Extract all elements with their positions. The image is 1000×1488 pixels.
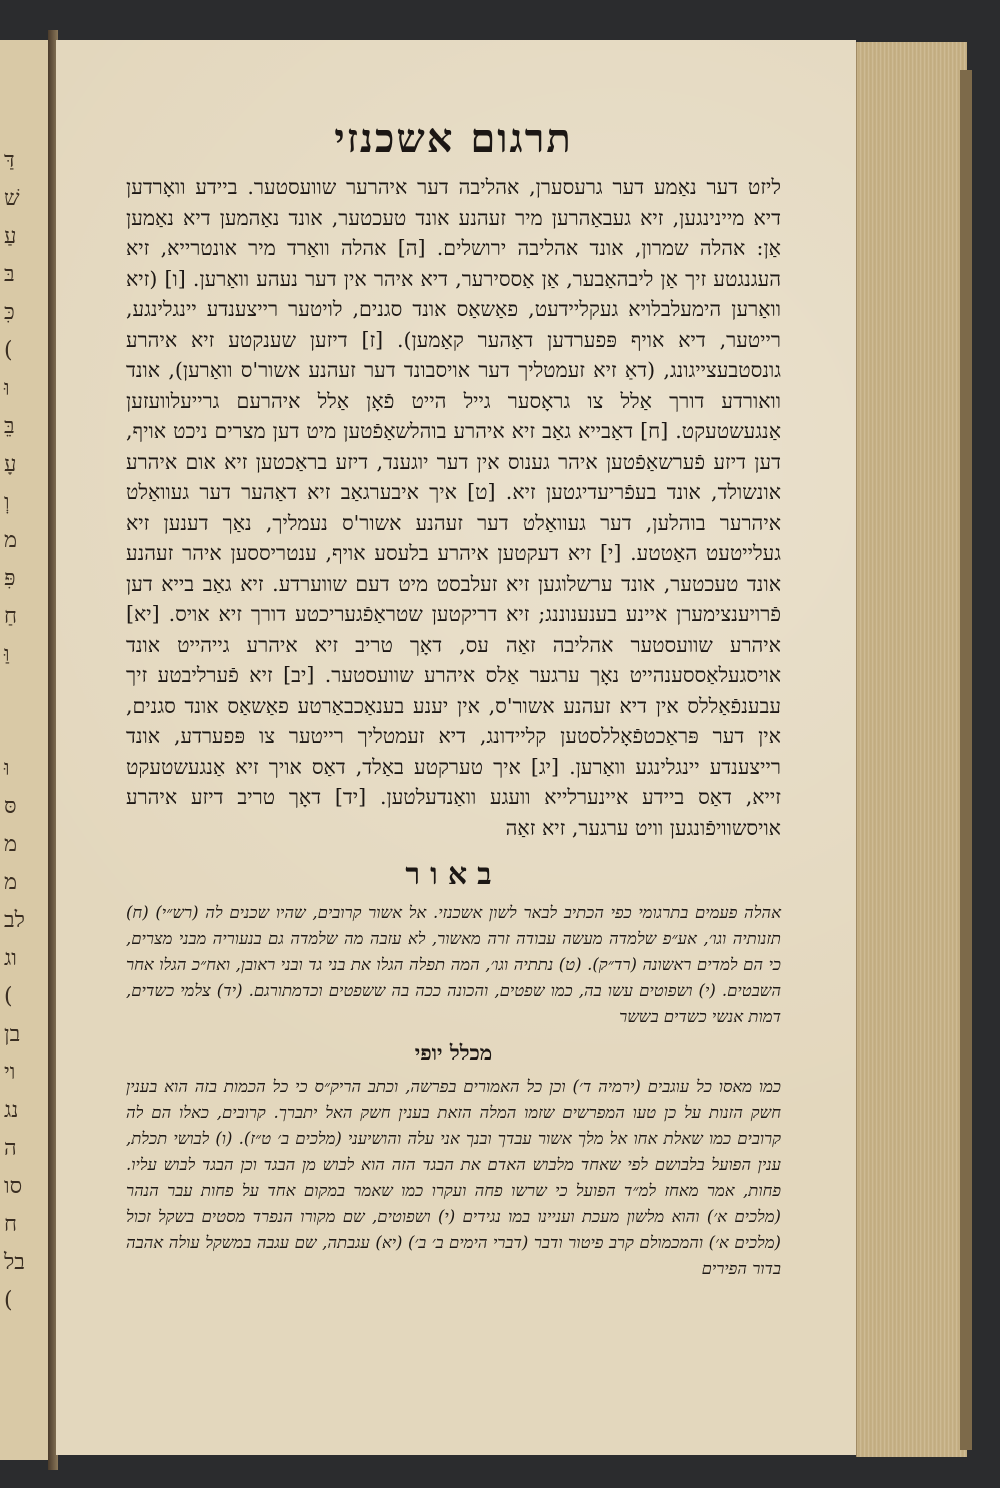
book-cover-edge	[960, 70, 972, 1450]
left-margin-char: וג	[4, 946, 17, 971]
left-margin-char: מ	[4, 870, 18, 895]
commentary-text: אהלה פעמים בתרגומי כפי הכתיב לבאר לשון אשכנזי. אל אשור קרובים, שהיו שכנים לה (רש״י) (ח) תזנותיה וגו׳, אע״פ שלמדה מעשה עבודה זרה מאשור, לא עזבה מה שלמדה גם בנעוריה מבני מצרים, כי הם למדים ראשונה (רד״ק). (ט) נתתיה וגו׳, המה תפלה הגלו את בני גד ובני ראובן, ואח״כ הגלו אחר השבטים. (י) ושפוטים עשו בה, כמו שפטים, והכונה ככה בה ששפטים וכדמתורגם. (יד) צלמי כשדים, דמות אנשי כשדים בששר	[126, 903, 781, 1026]
left-margin-char: בּ	[4, 262, 15, 287]
body-paragraph: ליזט דער נאַמע דער גרעסערן, אהליבה דער איהרער שוועסטער. ביידע וואָרדען דיא מיינינגען, זיא געבאַהרען מיר זעהנע אונד טעכטער, אונד נאַהמען דיא נאַמען אַן: אהלה שמרון, אונד אהליבה ירושלים. [ה] אהלה וואַרד מיר אונטרייא, זיא העגנגטע זיך אַן ליבהאַבער, אַן אַססירער, דיא איהר אין דער נעהע וואַרען. [ו] (זיא וואַרען הימעלבלויא געקליידעט, פאַשאַס אונד סגנים, לויטער רייצענדע יינגלינגע, רייטער, דיא אויף פּפערדען דאַהער קאַמען). [ז] דיזען שענקטע זיא איהרע גונסטבעצייגונג, (דאַ זיא זעמטליך דער אויסבונד דער זעהנע אשור'ס וואַרען), אונד וואורדע דורך אַלל צו גראָסער גייל הייט פֿאָן אַלל איהרעם גרייעלוועזען אַנגעשטעקט. [ח] דאַבייא גאַב זיא איהרע בוהלשאַפֿטען מיט דען מצרים ניכט אויף, דען דיזע פֿערשאַפֿטען איהר גענוס אין דער יוגענד, דיזע בראַכטען זיא אום איהרע אונשולד, אונד בעפֿריעדיגטען זיא. [ט] איך איבערגאַב זיא דאַהער דער געוואַלט איהרער בוהלען, דער געוואַלט דער זעהנע אשור'ס נעמליך, נאַך דענען זיא געלייטעט האַטטע. [י] זיא דעקטען איהרע בלעסע אויף, ענטריססען איהר זעהנע אונד טעכטער, אונד ערשלוגען זיא זעלבסט מיט דעם שווערדע. זיא גאַב בייא דען פֿרויענצימערן איינע בענענוננג; זיא דריקטען שטראַפֿגעריכטע דורך זיא אויס. [יא] איהרע שוועסטער אהליבה זאַה עס, דאָך טריב זיא איהרע גייהייט אונד אויסגעלאַססענהייט נאָך ערגער אַלס איהרע שוועסטער. [יב] זיא פֿערליבטע זיך עבענפֿאַללס אין דיא זעהנע אשור'ס, אין יענע בענאַכבאַרטע פאַשאַס אונד סגנים, אין דער פּראַכטפֿאָללסטען קליידונג, דיא זעמטליך רייטער צו פּפערדע, אונד רייצענדע יינגלינגע וואַרען. [יג] איך טערקטע באַלד, דאַס אויך זיא אַנגעשטעקט זייא, דאַס ביידע איינערלייא וועגע וואַנדעלטען. [יד] דאָך טריב דיזע איהרע אויסשוויפֿונגען וויט ערגער, זיא זאַה	[126, 175, 781, 840]
left-margin-char: וּ	[4, 756, 10, 781]
left-margin-char: עַ	[4, 224, 17, 249]
left-margin-char: כִּ	[4, 300, 15, 325]
page-title: תרגום אשכנזי	[334, 115, 573, 162]
left-margin-char: וּ	[4, 376, 10, 401]
left-margin-char: וְ	[4, 490, 10, 515]
left-page-edge	[0, 40, 50, 1460]
left-margin-char: מ	[4, 832, 18, 857]
left-margin-char: עָ	[4, 452, 17, 477]
left-margin-char: נג	[4, 1098, 19, 1123]
left-margin-char: וי	[4, 1060, 16, 1085]
left-margin-char: (	[4, 1288, 13, 1313]
commentary-heading: באור	[405, 857, 502, 892]
left-margin-char: דַּ	[4, 148, 15, 173]
left-margin-char: (	[4, 338, 13, 363]
left-margin-char: ה	[4, 1136, 17, 1161]
left-margin-char: בֵּ	[4, 414, 15, 439]
left-margin-char: וַּ	[4, 642, 10, 667]
left-margin-char: פִּ	[4, 566, 16, 591]
left-margin-char: מ	[4, 528, 18, 553]
left-margin-char: סו	[4, 1174, 23, 1199]
section2-heading: מכלל יופי	[414, 1040, 493, 1065]
left-margin-char: לב	[4, 908, 25, 933]
section2-text: כמו מאסו כל עוגבים (ירמיה ד׳) וכן כל האמורים בפרשה, וכתב הריק״ס כי כל הכמות בזה הוא בענין חשק הזנות על כן טעו המפרשים שזמו המלה הזאת בענין חשק האל יתברך. קרובים, כאלו הם לה קרובים כמו שאלת אחו אל מלך אשור עבדך ובנך אני עלה והושיעני (מלכים ב׳ ט״ז). (ו) לבושי תכלת, ענין הפועל בלבושם לפי שאחד מלבוש האדם את הבגד הזה הוא לבוש מן הבגד וכן הבגד לבוש עליו. פחות, אמר מאחז למ״ד הפועל כי שרשו פחה ועקרו כמו שאמר במקום אחד על פחות עבר הנהר (מלכים א׳) והוא מלשון מעכת ועניינו במו נגידים (י) ושפוטים, שם מקורו הנפרד מסטים בשקל זכול (מלכים א׳) והמכמולם קרב פיטור ודבר (דברי הימים ב׳ ב׳) (יא) עגבתה, שם עגבה במשקל עולה אהבה בדור הפירים	[126, 1077, 781, 1278]
left-margin-char: בן	[4, 1022, 21, 1047]
book-page	[56, 40, 856, 1455]
left-margin-char: סּ	[4, 794, 17, 819]
left-margin-char: ח	[4, 1212, 18, 1237]
left-margin-char: בל	[4, 1250, 25, 1275]
left-margin-char: שׁ	[4, 186, 20, 211]
left-margin-char: (	[4, 984, 13, 1009]
left-margin-char: חַ	[4, 604, 18, 629]
page-stack-edge	[856, 42, 967, 1457]
